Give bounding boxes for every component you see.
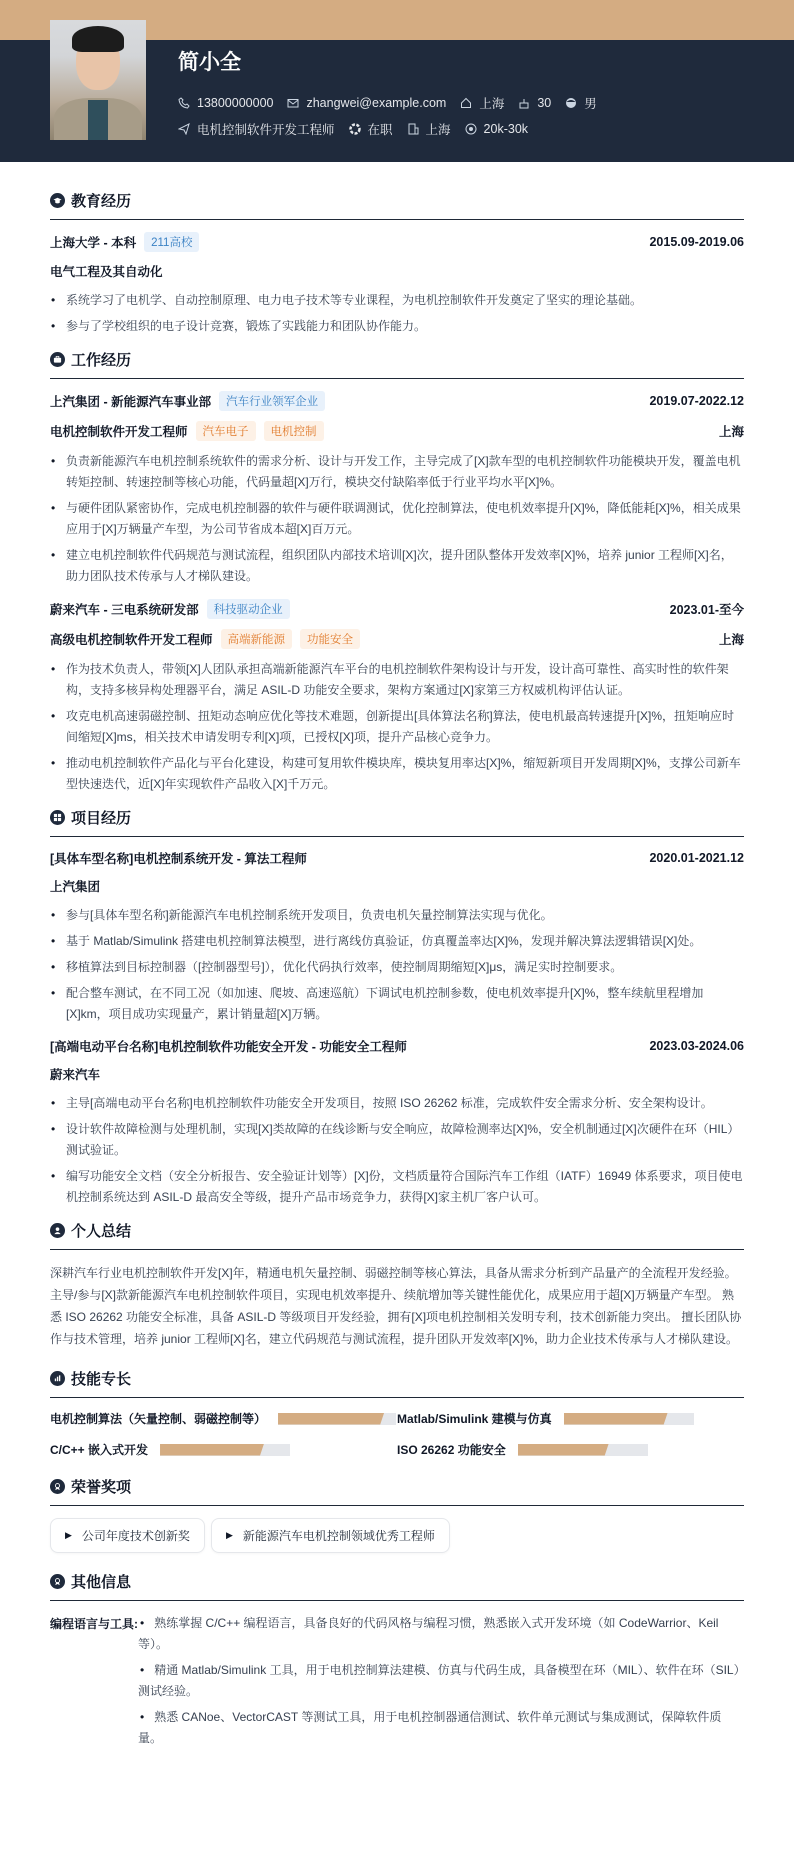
company-name: 上汽集团 - 新能源汽车事业部 bbox=[50, 395, 212, 409]
work-entry-header bbox=[50, 391, 744, 411]
section-heading: 教育经历 bbox=[50, 190, 744, 220]
list-item: • 负责新能源汽车电机控制系统软件的需求分析、设计与开发工作，主导完成了[X]款车型的电机控制软件功能模块开发，覆盖电机转矩控制、转速控制等核心功能，代码量超[X]万行，模块交付缺陷率低于行业平均水平[X]%。 bbox=[50, 451, 744, 493]
education-date: 2015.09-2019.06 bbox=[649, 235, 744, 249]
skill-level-bar bbox=[160, 1444, 290, 1456]
work-date: 2023.01-至今 bbox=[669, 603, 744, 617]
email-icon bbox=[287, 97, 299, 109]
list-item: • 配合整车测试，在不同工况（如加速、爬坡、高速巡航）下调试电机控制参数，使电机效率提升[X]%，整车续航里程增加[X]km，项目成功实现量产，累计销量超[X]万辆。 bbox=[50, 983, 744, 1025]
job-title: 高级电机控制软件开发工程师 bbox=[50, 633, 213, 647]
award-icon bbox=[50, 1479, 65, 1494]
project-date: 2023.03-2024.06 bbox=[649, 1039, 744, 1053]
role-tag: 高端新能源 bbox=[221, 629, 293, 649]
email-address[interactable]: zhangwei@example.com bbox=[306, 96, 447, 110]
award-chip: ▶ 公司年度技术创新奖 bbox=[50, 1518, 205, 1553]
profile-header bbox=[0, 40, 794, 162]
list-item: • 设计软件故障检测与处理机制，实现[X]类故障的在线诊断与安全响应，故障检测率达[X]%，安全机制通过[X]次硬件在环（HIL）测试验证。 bbox=[50, 1119, 744, 1161]
phone-number[interactable]: 13800000000 bbox=[197, 96, 274, 110]
gender: 男 bbox=[584, 97, 597, 111]
triangle-right-icon: ▶ bbox=[65, 1530, 72, 1540]
skills-section bbox=[50, 1368, 744, 1458]
triangle-right-icon: ▶ bbox=[225, 1530, 233, 1540]
skill-item: 电机控制算法（矢量控制、弱磁控制等） bbox=[50, 1410, 397, 1427]
role-tag: 汽车电子 bbox=[196, 421, 256, 441]
work-role-row bbox=[50, 421, 744, 441]
company-tag: 科技驱动企业 bbox=[207, 599, 290, 619]
contact-row bbox=[178, 94, 605, 112]
list-item: • 推动电机控制软件产品化与平台化建设，构建可复用软件模块库，模块复用率达[X]%，缩短新项目开发周期[X]%，支撑公司新车型快速迭代，近[X]年实现软件产品收入[X]千万元。 bbox=[50, 753, 744, 795]
list-item: • 熟悉 CANoe、VectorCAST 等测试工具，用于电机控制器通信测试、软件单元测试与集成测试，保障软件质量。 bbox=[138, 1707, 744, 1749]
job-intent-row bbox=[178, 120, 536, 138]
birthday-cake-icon bbox=[518, 97, 530, 109]
list-item: • 编写功能安全文档（安全分析报告、安全验证计划等）[X]份，文档质量符合国际汽车工作组（IATF）16949 体系要求，项目使电机控制系统达到 ASIL-D 最高安全等级，提升产品市场竞争力，获得[X]家主机厂客户认可。 bbox=[50, 1166, 744, 1208]
work-role-row bbox=[50, 629, 744, 649]
age: 30 bbox=[537, 96, 552, 110]
employment-status: 在职 bbox=[367, 123, 393, 137]
projects-section bbox=[50, 807, 744, 1208]
skill-level-bar bbox=[564, 1413, 694, 1425]
work-date: 2019.07-2022.12 bbox=[649, 394, 744, 408]
target-position: 电机控制软件开发工程师 bbox=[197, 123, 335, 137]
skill-level-bar bbox=[518, 1444, 648, 1456]
list-item: • 移植算法到目标控制器（[控制器型号]），优化代码执行效率，使控制周期缩短[X]μs，满足实时控制要求。 bbox=[50, 957, 744, 978]
work-location: 上海 bbox=[718, 425, 744, 439]
skill-item: C/C++ 嵌入式开发 bbox=[50, 1441, 397, 1458]
user-icon bbox=[50, 1223, 65, 1238]
company-tag: 汽车行业领军企业 bbox=[219, 391, 325, 411]
education-section bbox=[50, 190, 744, 337]
other-info-section bbox=[50, 1571, 744, 1766]
project-date: 2020.01-2021.12 bbox=[649, 851, 744, 865]
expected-salary: 20k-30k bbox=[483, 122, 529, 136]
status-icon bbox=[349, 123, 361, 135]
section-heading: 工作经历 bbox=[50, 349, 744, 379]
project-name: [高端电动平台名称]电机控制软件功能安全开发 - 功能安全工程师 bbox=[50, 1040, 407, 1054]
section-heading: 其他信息 bbox=[50, 1571, 744, 1601]
avatar-photo bbox=[50, 20, 146, 140]
paper-plane-icon bbox=[178, 123, 190, 135]
skill-item: Matlab/Simulink 建模与仿真 bbox=[397, 1410, 744, 1427]
company-name: 蔚来汽车 - 三电系统研发部 bbox=[50, 603, 199, 617]
summary-text: 深耕汽车行业电机控制软件开发[X]年，精通电机矢量控制、弱磁控制等核心算法，具备从需求分析到产品量产的全流程开发经验。主导/参与[X]款新能源汽车电机控制软件项目，实现电机效率提升、续航增加等关键性能优化，成果应用于超[X]万辆量产车型。 熟悉 ISO 26262 功能安全标准，具备 ASIL-D 等级项目开发经验，拥有[X]项电机控制相关发明专利，技术创新能力突出。 擅长团队协作与技术管理，培养 junior 工程师[X]名，建立代码规范与测试流程，提升团队开发效率[X]%，助力企业技术传承与人才梯队建设。 bbox=[50, 1266, 742, 1346]
award-icon bbox=[50, 1574, 65, 1589]
list-item: • 熟练掌握 C/C++ 编程语言，具备良好的代码风格与编程习惯，熟悉嵌入式开发环境（如 CodeWarrior、Keil 等）。 bbox=[138, 1613, 744, 1655]
salary-icon bbox=[465, 123, 477, 135]
section-heading: 项目经历 bbox=[50, 807, 744, 837]
project-name: [具体车型名称]电机控制系统开发 - 算法工程师 bbox=[50, 852, 307, 866]
project-entry-header bbox=[50, 1037, 744, 1055]
hometown: 上海 bbox=[479, 97, 505, 111]
section-heading: 荣誉奖项 bbox=[50, 1476, 744, 1506]
list-item: • 攻克电机高速弱磁控制、扭矩动态响应优化等技术难题，创新提出[具体算法名称]算法，使电机最高转速提升[X]%，扭矩响应时间缩短[X]ms，相关技术申请发明专利[X]项，已授权[X]项，提升产品核心竞争力。 bbox=[50, 706, 744, 748]
awards-section bbox=[50, 1476, 744, 1553]
home-icon bbox=[460, 97, 472, 109]
skill-level-bar bbox=[278, 1413, 396, 1425]
project-company: 上汽集团 bbox=[50, 880, 101, 894]
list-item: • 参与[具体车型名称]新能源汽车电机控制系统开发项目，负责电机矢量控制算法实现与优化。 bbox=[50, 905, 744, 926]
candidate-name: 简小全 bbox=[178, 51, 241, 74]
list-item: • 参与了学校组织的电子设计竞赛，锻炼了实践能力和团队协作能力。 bbox=[50, 316, 744, 337]
target-city: 上海 bbox=[425, 123, 451, 137]
list-item: • 与硬件团队紧密协作，完成电机控制器的软件与硬件联调测试，优化控制算法，使电机效率提升[X]%，降低能耗[X]%，相关成果应用于[X]万辆量产车型，为公司节省成本超[X]百万元。 bbox=[50, 498, 744, 540]
section-heading: 技能专长 bbox=[50, 1368, 744, 1398]
graduation-cap-icon bbox=[50, 193, 65, 208]
bar-chart-icon bbox=[50, 1371, 65, 1386]
school-tag: 211高校 bbox=[144, 232, 199, 252]
role-tag: 功能安全 bbox=[300, 629, 360, 649]
list-item: • 建立电机控制软件代码规范与测试流程，组织团队内部技术培训[X]次，提升团队整体开发效率[X]%，培养 junior 工程师[X]名，助力团队技术传承与人才梯队建设。 bbox=[50, 545, 744, 587]
project-entry-header bbox=[50, 849, 744, 867]
other-label: 编程语言与工具: bbox=[50, 1617, 138, 1631]
work-location: 上海 bbox=[718, 633, 744, 647]
building-icon bbox=[407, 123, 419, 135]
award-chip: ▶ 新能源汽车电机控制领域优秀工程师 bbox=[211, 1518, 450, 1553]
list-item: • 作为技术负责人，带领[X]人团队承担高端新能源汽车平台的电机控制软件架构设计与开发，设计高可靠性、高实时性的软件架构，支持多核异构处理器平台，满足 ASIL-D 功能安全要求，架构方案通过[X]家第三方权威机构评估认证。 bbox=[50, 659, 744, 701]
major: 电气工程及其自动化 bbox=[50, 265, 163, 279]
work-section bbox=[50, 349, 744, 795]
list-item: • 精通 Matlab/Simulink 工具，用于电机控制算法建模、仿真与代码生成，具备模型在环（MIL）、软件在环（SIL）测试经验。 bbox=[138, 1660, 744, 1702]
list-item: • 基于 Matlab/Simulink 搭建电机控制算法模型，进行离线仿真验证，仿真覆盖率达[X]%，发现并解决算法逻辑错误[X]处。 bbox=[50, 931, 744, 952]
grid-icon bbox=[50, 810, 65, 825]
education-entry-header bbox=[50, 232, 744, 252]
job-title: 电机控制软件开发工程师 bbox=[50, 425, 188, 439]
summary-section bbox=[50, 1220, 744, 1350]
phone-icon bbox=[178, 97, 190, 109]
skill-item: ISO 26262 功能安全 bbox=[397, 1441, 744, 1458]
school-name: 上海大学 - 本科 bbox=[50, 236, 137, 250]
list-item: • 系统学习了电机学、自动控制原理、电力电子技术等专业课程，为电机控制软件开发奠定了坚实的理论基础。 bbox=[50, 290, 744, 311]
briefcase-icon bbox=[50, 352, 65, 367]
gender-icon bbox=[565, 97, 577, 109]
work-entry-header bbox=[50, 599, 744, 619]
list-item: • 主导[高端电动平台名称]电机控制软件功能安全开发项目，按照 ISO 26262 标准，完成软件安全需求分析、安全架构设计。 bbox=[50, 1093, 744, 1114]
project-company: 蔚来汽车 bbox=[50, 1068, 101, 1082]
role-tag: 电机控制 bbox=[264, 421, 324, 441]
section-heading: 个人总结 bbox=[50, 1220, 744, 1250]
